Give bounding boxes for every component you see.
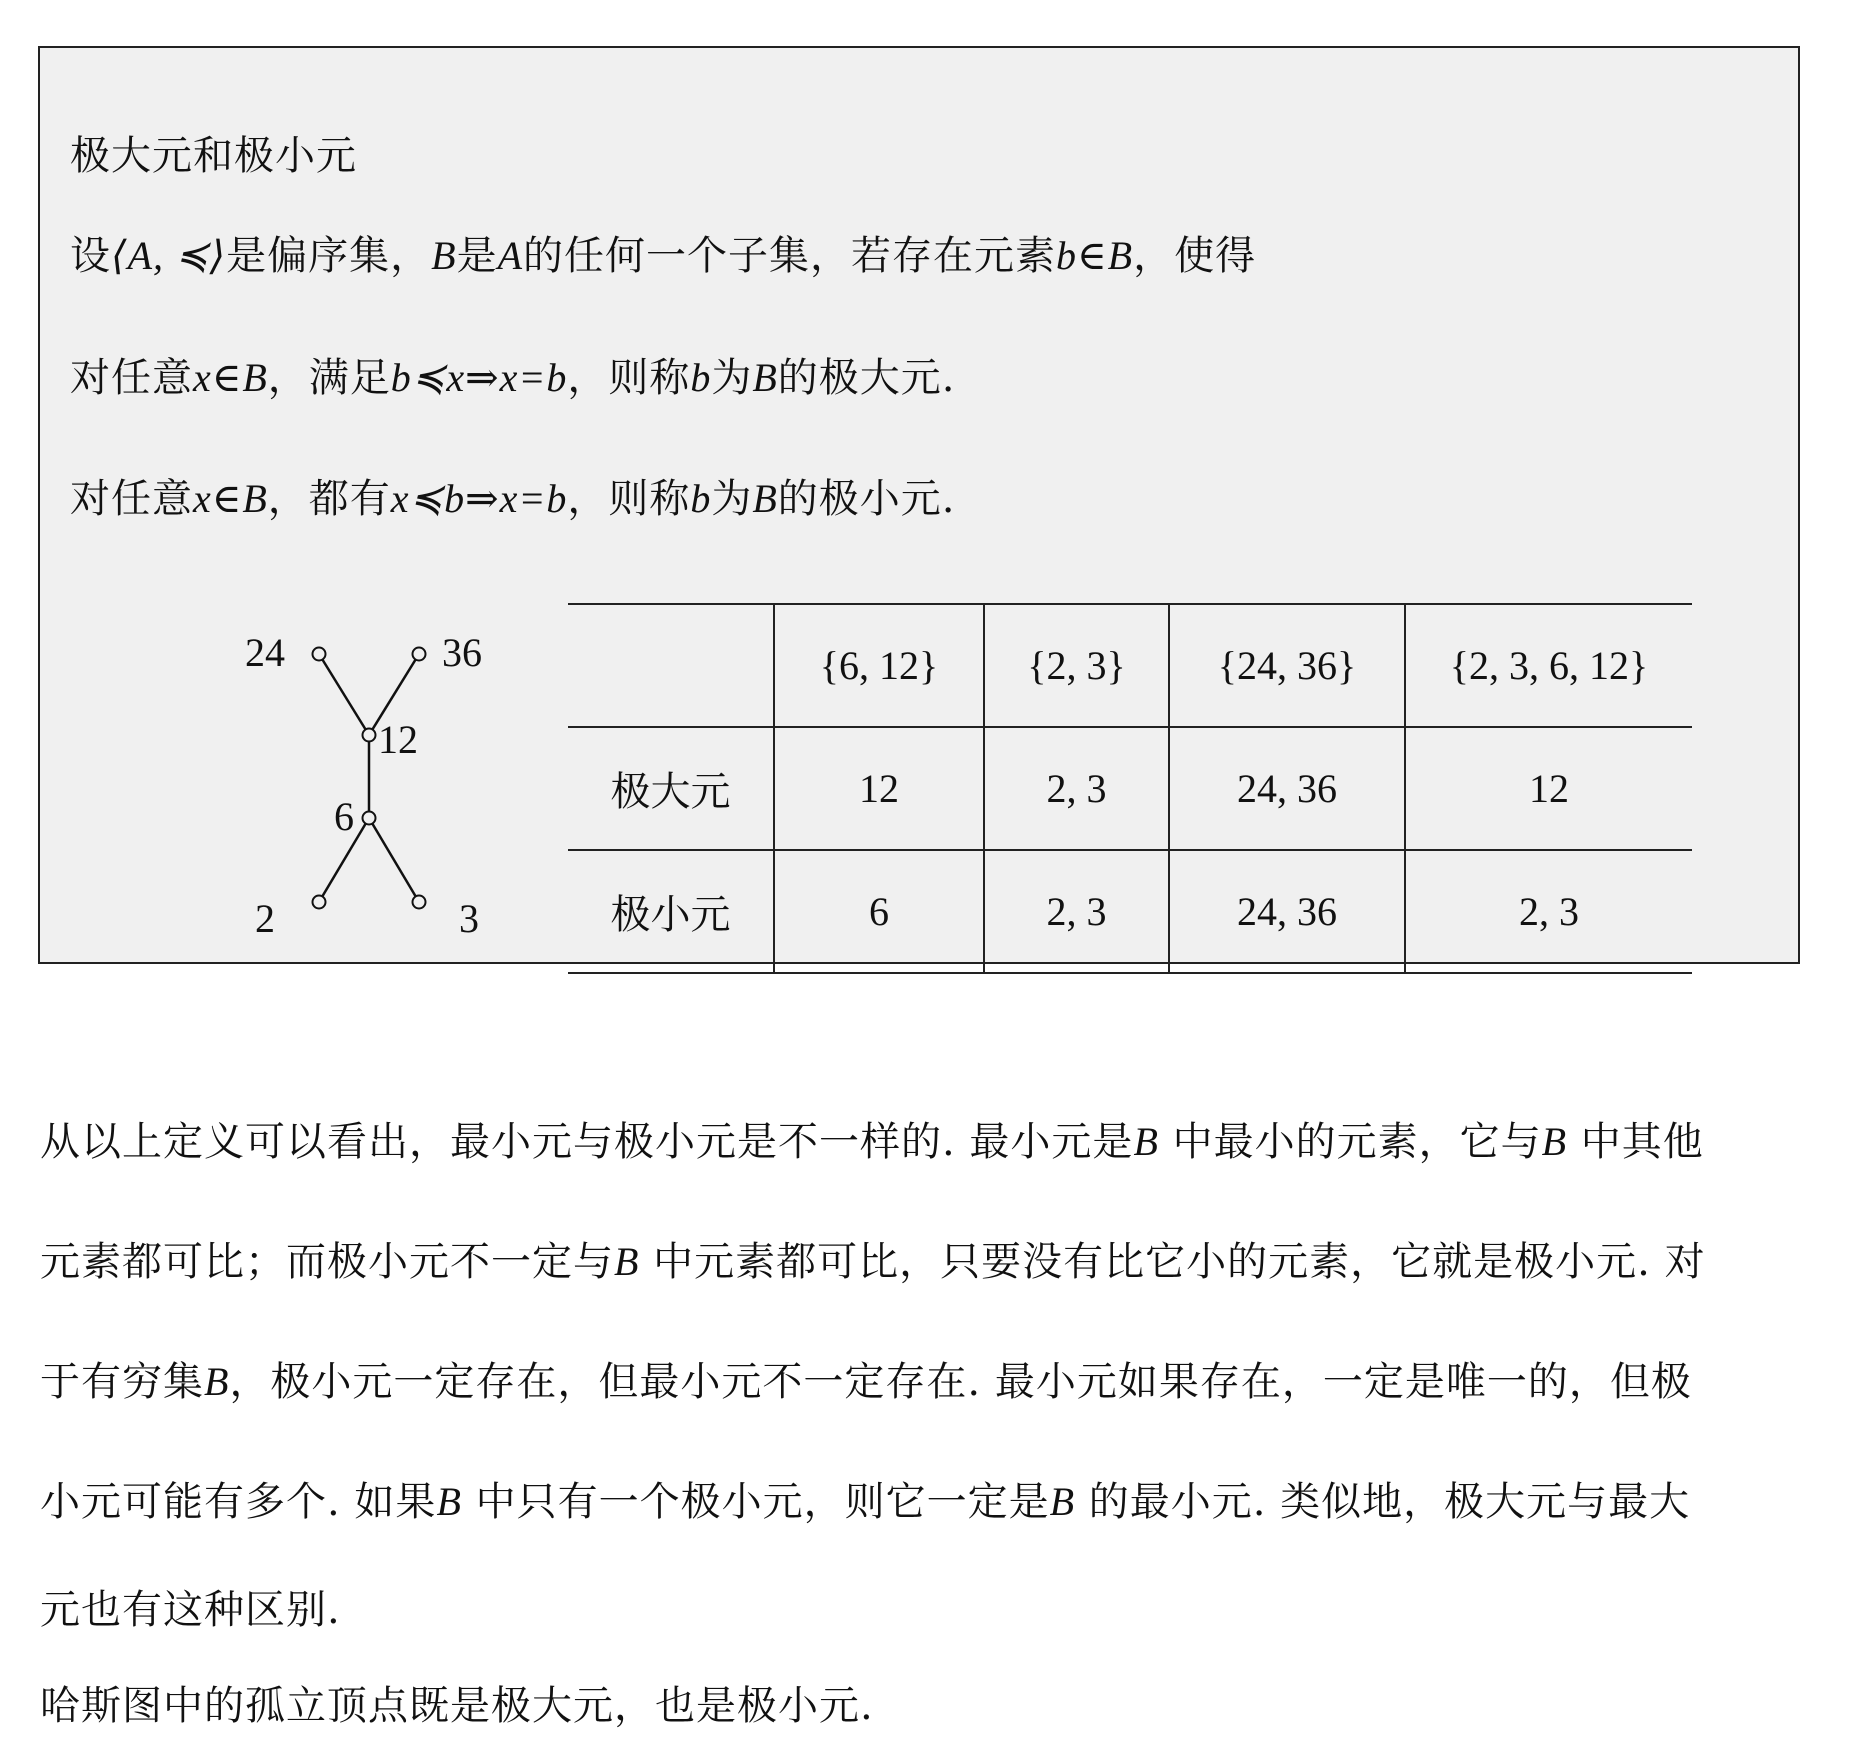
paragraph-line-3 — [40, 1354, 1692, 1410]
intro-text-3: 是 — [456, 233, 498, 279]
table-cell: 2, 3 — [1405, 850, 1692, 973]
table-header-cell — [568, 604, 774, 727]
min-expression: x≼b⇒x=b — [390, 476, 568, 521]
element-b-in-b: b∈B — [1056, 233, 1134, 278]
para-text: 小元可能有多个. 如果 — [40, 1479, 437, 1525]
para-set-b: B — [204, 1359, 230, 1404]
para-text: 中元素都可比，只要没有比它小的元素，它就是极小元. 对 — [639, 1239, 1706, 1285]
label-24: 24 — [245, 630, 285, 675]
table-header-cell: {2, 3, 6, 12} — [1405, 604, 1692, 727]
definition-box — [38, 46, 1800, 964]
table-cell: 12 — [774, 727, 984, 850]
intro-text-2: 是偏序集， — [226, 233, 432, 279]
row-label-maximal: 极大元 — [568, 727, 774, 850]
para-text: 于有穷集 — [40, 1359, 204, 1405]
table-header-cell: {24, 36} — [1169, 604, 1405, 727]
table-header-cell: {6, 12} — [774, 604, 984, 727]
maximal-definition — [70, 350, 955, 406]
definition-intro — [70, 228, 1256, 284]
minimal-definition — [70, 471, 955, 527]
node-6 — [363, 812, 376, 825]
label-12: 12 — [378, 717, 418, 762]
intro-text-4: 的任何一个子集，若存在元素 — [523, 233, 1057, 279]
table-cell: 24, 36 — [1169, 850, 1405, 973]
table-header-row — [568, 604, 1692, 727]
min-set-b: B — [752, 476, 778, 521]
hasse-note: 哈斯图中的孤立顶点既是极大元，也是极小元. — [40, 1683, 874, 1729]
edge-24-12 — [319, 654, 369, 735]
row-label-minimal: 极小元 — [568, 850, 774, 973]
label-36: 36 — [442, 630, 482, 675]
paragraph-line-5: 元也有这种区别. — [40, 1587, 341, 1633]
max-text-1: 对任意 — [70, 355, 193, 401]
max-text-4: 为 — [711, 355, 753, 401]
edge-6-3 — [369, 818, 419, 902]
node-2 — [313, 896, 326, 909]
intro-text-5: ，使得 — [1133, 233, 1257, 279]
extremal-elements-table — [568, 603, 1692, 974]
node-12 — [363, 729, 376, 742]
node-3 — [413, 896, 426, 909]
table-cell: 6 — [774, 850, 984, 973]
paragraph-line-1 — [40, 1114, 1704, 1170]
definition-title: 极大元和极小元 — [70, 133, 357, 179]
table-header-cell: {2, 3} — [984, 604, 1169, 727]
para-set-b: B — [1049, 1479, 1076, 1524]
para-text: 中其他 — [1567, 1119, 1704, 1165]
table-cell: 2, 3 — [984, 727, 1169, 850]
max-set-b: B — [752, 355, 778, 400]
node-36 — [413, 648, 426, 661]
label-2: 2 — [255, 896, 275, 941]
para-set-b: B — [614, 1239, 640, 1284]
paragraph-line-4 — [40, 1474, 1690, 1530]
max-text-2: ，满足 — [267, 355, 391, 401]
max-x-in-b: x∈B — [193, 355, 268, 400]
min-text-4: 为 — [711, 476, 753, 522]
table-cell: 24, 36 — [1169, 727, 1405, 850]
para-text: 的最小元. 类似地，极大元与最大 — [1075, 1479, 1691, 1525]
paragraph-line-2 — [40, 1234, 1706, 1290]
max-b: b — [690, 355, 712, 400]
para-text: 元素都可比；而极小元不一定与 — [40, 1239, 614, 1285]
min-text-1: 对任意 — [70, 476, 193, 522]
table-cell: 12 — [1405, 727, 1692, 850]
node-24 — [313, 648, 326, 661]
para-set-b: B — [436, 1479, 462, 1524]
label-3: 3 — [459, 896, 479, 941]
para-set-b: B — [1133, 1119, 1159, 1164]
para-text: 从以上定义可以看出，最小元与极小元是不一样的. 最小元是 — [40, 1119, 1134, 1165]
table-cell: 2, 3 — [984, 850, 1169, 973]
set-b: B — [431, 233, 457, 278]
max-text-5: 的极大元. — [777, 355, 956, 401]
para-text: ，极小元一定存在，但最小元不一定存在. 最小元如果存在，一定是唯一的，但极 — [229, 1359, 1692, 1405]
hasse-diagram — [230, 618, 530, 948]
para-text: 中最小的元素，它与 — [1158, 1119, 1542, 1165]
intro-text-1: 设 — [70, 233, 111, 279]
table-row — [568, 727, 1692, 850]
min-text-5: 的极小元. — [777, 476, 956, 522]
hasse-diagram-svg — [230, 618, 530, 948]
para-text: 中只有一个极小元，则它一定是 — [461, 1479, 1050, 1525]
para-set-b: B — [1541, 1119, 1568, 1164]
max-text-3: ，则称 — [567, 355, 691, 401]
max-expression: b≼x⇒x=b — [390, 355, 568, 400]
label-6: 6 — [334, 794, 354, 839]
set-a: A — [497, 233, 524, 278]
min-x-in-b: x∈B — [193, 476, 268, 521]
min-b: b — [690, 476, 712, 521]
table-row — [568, 850, 1692, 973]
poset-notation: ⟨A, ≼⟩ — [111, 233, 227, 278]
min-text-3: ，则称 — [567, 476, 691, 522]
min-text-2: ，都有 — [267, 476, 391, 522]
